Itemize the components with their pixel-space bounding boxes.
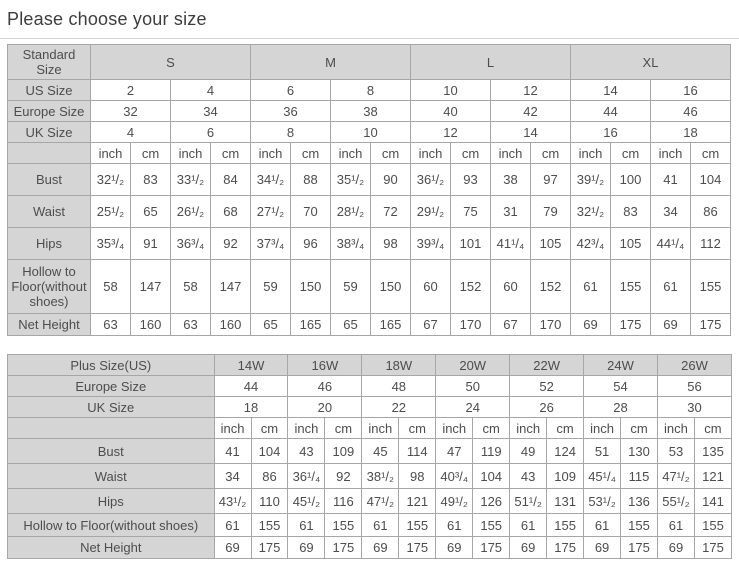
table-cell: 67 <box>411 314 451 336</box>
table-cell: 155 <box>473 514 510 537</box>
table-cell: inch <box>411 143 451 164</box>
table-cell: cm <box>251 418 288 439</box>
title-divider <box>0 38 739 39</box>
table-cell: 131 <box>547 489 584 514</box>
table-cell: 69 <box>510 537 547 559</box>
table-row <box>8 228 731 260</box>
table-cell: 45 <box>362 439 399 464</box>
table-cell: 61 <box>651 260 691 314</box>
table-cell: 170 <box>451 314 491 336</box>
table-cell: 24 <box>436 397 510 418</box>
table-cell: 47¹/₂ <box>362 489 399 514</box>
table-cell: cm <box>547 418 584 439</box>
table-cell: 49¹/₂ <box>436 489 473 514</box>
table-cell: 155 <box>325 514 362 537</box>
table-cell: 75 <box>451 196 491 228</box>
table-cell: 175 <box>611 314 651 336</box>
table-cell: cm <box>691 143 731 164</box>
table-cell: 51 <box>584 439 621 464</box>
table-cell: 65 <box>251 314 291 336</box>
table-row <box>8 164 731 196</box>
table-cell: cm <box>291 143 331 164</box>
table-cell: 109 <box>325 439 362 464</box>
size-tables-container <box>0 44 739 559</box>
table-row <box>8 122 731 143</box>
table-cell: 43¹/₂ <box>214 489 251 514</box>
table-cell: 91 <box>131 228 171 260</box>
table-row <box>8 196 731 228</box>
table-cell: 16 <box>651 80 731 101</box>
table-cell: 98 <box>371 228 411 260</box>
table-cell: 130 <box>621 439 658 464</box>
table-cell: 55¹/₂ <box>657 489 694 514</box>
table-cell: 29¹/₂ <box>411 196 451 228</box>
table-cell: 44 <box>214 376 288 397</box>
table-cell: 92 <box>325 464 362 489</box>
table-cell: 56 <box>657 376 731 397</box>
table-row <box>8 260 731 314</box>
table-cell: 32 <box>91 101 171 122</box>
table-cell: 100 <box>611 164 651 196</box>
row-label: Waist <box>8 464 215 489</box>
table-cell: S <box>91 45 251 80</box>
row-label: Net Height <box>8 314 91 336</box>
table-cell: 36¹/₂ <box>411 164 451 196</box>
table-cell: 35¹/₂ <box>331 164 371 196</box>
table-cell: 61 <box>571 260 611 314</box>
table-cell: 50 <box>436 376 510 397</box>
table-cell: 61 <box>362 514 399 537</box>
row-label: Plus Size(US) <box>8 355 215 376</box>
table-cell: 69 <box>288 537 325 559</box>
table-cell: cm <box>621 418 658 439</box>
table-cell: 49 <box>510 439 547 464</box>
table-cell: 54 <box>584 376 658 397</box>
table-cell: 4 <box>91 122 171 143</box>
table-cell: 37³/₄ <box>251 228 291 260</box>
table-cell: 60 <box>491 260 531 314</box>
table-cell: 12 <box>411 122 491 143</box>
table-cell: 6 <box>251 80 331 101</box>
table-cell: 101 <box>451 228 491 260</box>
table-cell: 35³/₄ <box>91 228 131 260</box>
table-cell: 160 <box>211 314 251 336</box>
table-cell: 47¹/₂ <box>657 464 694 489</box>
table-cell: 18 <box>651 122 731 143</box>
table-cell: 155 <box>691 260 731 314</box>
table-cell: 155 <box>611 260 651 314</box>
table-row <box>8 80 731 101</box>
table-cell: 175 <box>547 537 584 559</box>
table-cell: 155 <box>251 514 288 537</box>
table-row <box>8 418 732 439</box>
table-cell: 119 <box>473 439 510 464</box>
table-cell: 10 <box>411 80 491 101</box>
table-cell: 69 <box>571 314 611 336</box>
table-cell: 175 <box>325 537 362 559</box>
row-label: UK Size <box>8 397 215 418</box>
table-row <box>8 376 732 397</box>
table-cell: 43 <box>288 439 325 464</box>
table-row <box>8 537 732 559</box>
standard-size-table <box>7 44 731 336</box>
table-cell: 43 <box>510 464 547 489</box>
table-cell: 14 <box>571 80 651 101</box>
table-cell: 8 <box>251 122 331 143</box>
table-cell: 84 <box>211 164 251 196</box>
table-cell: 59 <box>251 260 291 314</box>
table-cell: 115 <box>621 464 658 489</box>
table-row <box>8 514 732 537</box>
table-cell: 65 <box>131 196 171 228</box>
table-cell: 170 <box>531 314 571 336</box>
table-cell: 110 <box>251 489 288 514</box>
table-cell: 92 <box>211 228 251 260</box>
table-row <box>8 355 732 376</box>
table-cell: 28 <box>584 397 658 418</box>
table-cell: 83 <box>131 164 171 196</box>
table-cell: 16W <box>288 355 362 376</box>
table-cell: cm <box>371 143 411 164</box>
table-cell: 61 <box>436 514 473 537</box>
table-cell: 33¹/₂ <box>171 164 211 196</box>
table-cell: 22 <box>362 397 436 418</box>
table-cell: 51¹/₂ <box>510 489 547 514</box>
table-cell: inch <box>436 418 473 439</box>
table-cell: cm <box>694 418 731 439</box>
row-label: Hips <box>8 228 91 260</box>
table-cell: 27¹/₂ <box>251 196 291 228</box>
table-cell: 34 <box>651 196 691 228</box>
table-cell: 28¹/₂ <box>331 196 371 228</box>
table-cell: 175 <box>691 314 731 336</box>
table-cell: 36³/₄ <box>171 228 211 260</box>
table-cell: cm <box>325 418 362 439</box>
table-cell: 45¹/₂ <box>288 489 325 514</box>
table-cell: cm <box>473 418 510 439</box>
table-row <box>8 464 732 489</box>
table-cell: 112 <box>691 228 731 260</box>
table-cell: 42 <box>491 101 571 122</box>
table-cell: inch <box>510 418 547 439</box>
table-cell: L <box>411 45 571 80</box>
table-cell: 24W <box>584 355 658 376</box>
table-cell: 41¹/₄ <box>491 228 531 260</box>
table-cell: 38¹/₂ <box>362 464 399 489</box>
table-cell: 175 <box>251 537 288 559</box>
table-cell: inch <box>91 143 131 164</box>
table-cell: inch <box>251 143 291 164</box>
table-cell: 18W <box>362 355 436 376</box>
table-cell: 59 <box>331 260 371 314</box>
table-cell: 83 <box>611 196 651 228</box>
table-cell: 8 <box>331 80 411 101</box>
table-cell: 34¹/₂ <box>251 164 291 196</box>
table-cell: 121 <box>694 464 731 489</box>
table-cell: 147 <box>131 260 171 314</box>
table-cell: 114 <box>399 439 436 464</box>
table-cell: 61 <box>657 514 694 537</box>
table-cell: 160 <box>131 314 171 336</box>
row-label: US Size <box>8 80 91 101</box>
row-label: Europe Size <box>8 101 91 122</box>
table-cell: 26¹/₂ <box>171 196 211 228</box>
row-label: UK Size <box>8 122 91 143</box>
table-cell: 68 <box>211 196 251 228</box>
table-cell: 175 <box>399 537 436 559</box>
table-cell: 90 <box>371 164 411 196</box>
row-label: Bust <box>8 439 215 464</box>
table-cell: 32¹/₂ <box>91 164 131 196</box>
table-cell: cm <box>451 143 491 164</box>
table-cell: inch <box>331 143 371 164</box>
table-row <box>8 489 732 514</box>
table-cell: 44 <box>571 101 651 122</box>
table-cell: 42³/₄ <box>571 228 611 260</box>
table-cell: 61 <box>510 514 547 537</box>
table-cell: 175 <box>473 537 510 559</box>
table-cell: 69 <box>214 537 251 559</box>
table-row <box>8 439 732 464</box>
row-label: Europe Size <box>8 376 215 397</box>
table-cell: 6 <box>171 122 251 143</box>
table-cell: 79 <box>531 196 571 228</box>
table-cell: 86 <box>251 464 288 489</box>
table-cell: 124 <box>547 439 584 464</box>
row-label: Hips <box>8 489 215 514</box>
row-label: Standard Size <box>8 45 91 80</box>
table-cell: 104 <box>691 164 731 196</box>
table-cell: 20W <box>436 355 510 376</box>
table-cell: 30 <box>657 397 731 418</box>
table-cell: 70 <box>291 196 331 228</box>
table-cell: inch <box>657 418 694 439</box>
table-cell: 41 <box>214 439 251 464</box>
table-cell: 150 <box>371 260 411 314</box>
table-cell: 53 <box>657 439 694 464</box>
table-cell: cm <box>131 143 171 164</box>
table-cell: cm <box>611 143 651 164</box>
table-cell: 36¹/₄ <box>288 464 325 489</box>
table-cell: 61 <box>288 514 325 537</box>
table-cell: 39¹/₂ <box>571 164 611 196</box>
table-cell: 126 <box>473 489 510 514</box>
table-cell: 25¹/₂ <box>91 196 131 228</box>
table-cell: 116 <box>325 489 362 514</box>
table-cell: 26W <box>657 355 731 376</box>
table-cell: 38 <box>331 101 411 122</box>
table-row <box>8 314 731 336</box>
table-cell: 69 <box>362 537 399 559</box>
table-cell: 10 <box>331 122 411 143</box>
table-cell: M <box>251 45 411 80</box>
table-cell: inch <box>288 418 325 439</box>
table-row <box>8 143 731 164</box>
table-cell: 96 <box>291 228 331 260</box>
table-cell: 48 <box>362 376 436 397</box>
table-cell: cm <box>531 143 571 164</box>
table-cell: 4 <box>171 80 251 101</box>
table-cell: 69 <box>657 537 694 559</box>
table-cell: 93 <box>451 164 491 196</box>
table-cell: 109 <box>547 464 584 489</box>
table-cell: inch <box>651 143 691 164</box>
table-cell: 34 <box>171 101 251 122</box>
table-cell: 58 <box>91 260 131 314</box>
table-cell: 175 <box>694 537 731 559</box>
table-cell: 26 <box>510 397 584 418</box>
table-cell: 40 <box>411 101 491 122</box>
table-cell: 47 <box>436 439 473 464</box>
table-cell: 88 <box>291 164 331 196</box>
table-cell: 14 <box>491 122 571 143</box>
table-cell: 150 <box>291 260 331 314</box>
table-cell: 40³/₄ <box>436 464 473 489</box>
table-cell: 121 <box>399 489 436 514</box>
table-cell: 61 <box>214 514 251 537</box>
table-cell: 18 <box>214 397 288 418</box>
table-cell: 58 <box>171 260 211 314</box>
table-cell: 97 <box>531 164 571 196</box>
table-cell: 69 <box>436 537 473 559</box>
table-cell: inch <box>491 143 531 164</box>
table-cell: 155 <box>694 514 731 537</box>
table-cell: 38 <box>491 164 531 196</box>
table-cell: 135 <box>694 439 731 464</box>
table-cell: 69 <box>651 314 691 336</box>
table-cell: 155 <box>547 514 584 537</box>
table-row <box>8 101 731 122</box>
table-cell: 69 <box>584 537 621 559</box>
table-cell: 67 <box>491 314 531 336</box>
table-cell: 98 <box>399 464 436 489</box>
table-cell: 52 <box>510 376 584 397</box>
table-cell: 20 <box>288 397 362 418</box>
table-cell: 36 <box>251 101 331 122</box>
plus-size-table <box>7 354 732 559</box>
table-cell: 61 <box>584 514 621 537</box>
table-cell: 72 <box>371 196 411 228</box>
table-cell: inch <box>584 418 621 439</box>
table-cell: 165 <box>371 314 411 336</box>
table-cell: inch <box>571 143 611 164</box>
table-cell: 32¹/₂ <box>571 196 611 228</box>
table-cell: 155 <box>399 514 436 537</box>
table-cell: 86 <box>691 196 731 228</box>
page-title: Please choose your size <box>7 9 207 29</box>
row-label: Hollow to Floor(without shoes) <box>8 514 215 537</box>
row-label: Hollow to Floor(without shoes) <box>8 260 91 314</box>
table-cell: 44¹/₄ <box>651 228 691 260</box>
table-cell: 105 <box>611 228 651 260</box>
table-row <box>8 45 731 80</box>
table-cell: XL <box>571 45 731 80</box>
title-area <box>0 9 739 30</box>
table-cell: 12 <box>491 80 571 101</box>
table-cell: cm <box>399 418 436 439</box>
row-label: Net Height <box>8 537 215 559</box>
table-cell: inch <box>171 143 211 164</box>
table-cell: 63 <box>91 314 131 336</box>
table-cell: 2 <box>91 80 171 101</box>
table-cell: inch <box>362 418 399 439</box>
table-cell: 165 <box>291 314 331 336</box>
table-cell: 105 <box>531 228 571 260</box>
table-cell: 147 <box>211 260 251 314</box>
table-cell: 16 <box>571 122 651 143</box>
table-cell: 14W <box>214 355 288 376</box>
table-cell: 45¹/₄ <box>584 464 621 489</box>
table-cell: 38³/₄ <box>331 228 371 260</box>
table-cell: 104 <box>251 439 288 464</box>
row-label <box>8 418 215 439</box>
table-cell: 46 <box>288 376 362 397</box>
table-cell: 41 <box>651 164 691 196</box>
table-cell: 65 <box>331 314 371 336</box>
table-cell: 155 <box>621 514 658 537</box>
table-cell: 136 <box>621 489 658 514</box>
table-cell: cm <box>211 143 251 164</box>
table-cell: 63 <box>171 314 211 336</box>
table-cell: 46 <box>651 101 731 122</box>
table-cell: 104 <box>473 464 510 489</box>
table-cell: inch <box>214 418 251 439</box>
table-row <box>8 397 732 418</box>
table-cell: 39³/₄ <box>411 228 451 260</box>
table-cell: 31 <box>491 196 531 228</box>
table-cell: 53¹/₂ <box>584 489 621 514</box>
table-cell: 175 <box>621 537 658 559</box>
table-cell: 34 <box>214 464 251 489</box>
row-label: Waist <box>8 196 91 228</box>
table-cell: 60 <box>411 260 451 314</box>
row-label <box>8 143 91 164</box>
table-cell: 22W <box>510 355 584 376</box>
table-cell: 152 <box>531 260 571 314</box>
table-cell: 152 <box>451 260 491 314</box>
row-label: Bust <box>8 164 91 196</box>
table-cell: 141 <box>694 489 731 514</box>
